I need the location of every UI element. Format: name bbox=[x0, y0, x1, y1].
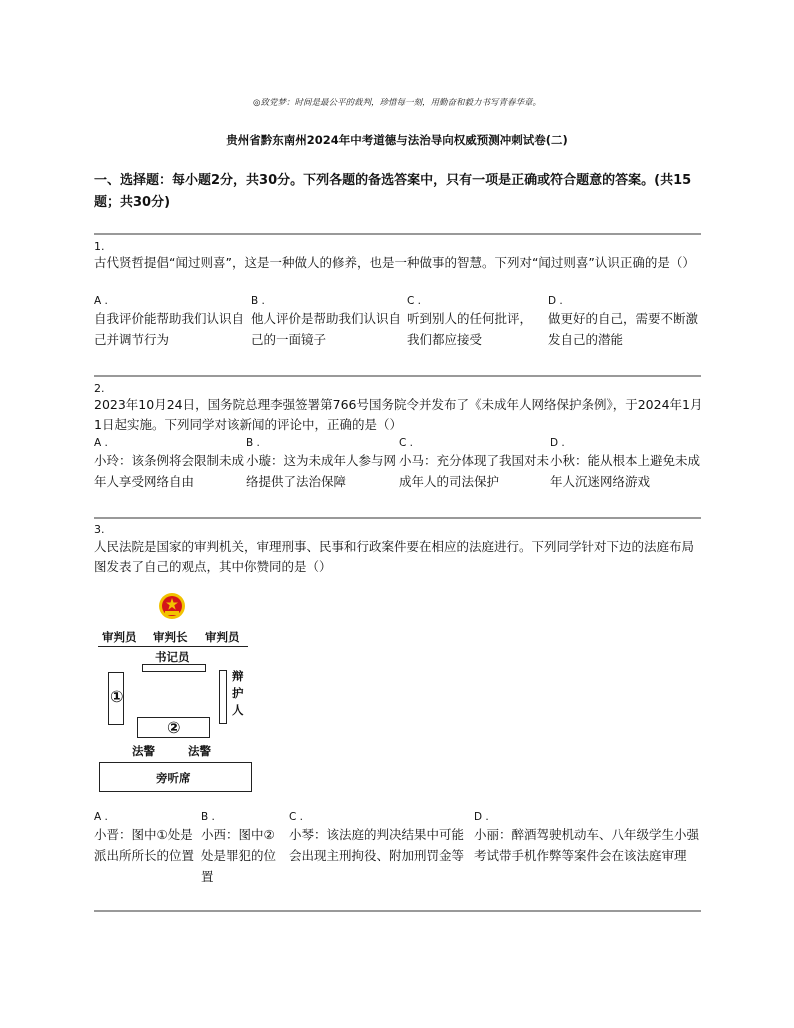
question-number: 3. bbox=[94, 523, 105, 536]
judge-right-label: 审判员 bbox=[205, 630, 240, 644]
option-letter: A . bbox=[94, 811, 108, 823]
divider bbox=[94, 517, 701, 519]
option-letter: A . bbox=[94, 295, 108, 307]
option-text[interactable]: 小丽：醉酒驾驶机动车、八年级学生小强考试带手机作弊等案件会在该法庭审理 bbox=[474, 827, 700, 863]
police-right-label: 法警 bbox=[188, 744, 211, 758]
option-text[interactable]: 小琴：该法庭的判决结果中可能会出现主刑拘役、附加刑罚金等 bbox=[289, 827, 465, 863]
section-heading: 一、选择题：每小题2分，共30分。下列各题的备选答案中，只有一项是正确或符合题意的答案。(共15题；共30分) bbox=[94, 173, 692, 210]
option-letter: B . bbox=[246, 437, 260, 449]
paper-title: 贵州省黔东南州2024年中考道德与法治导向权威预测冲刺试卷(二) bbox=[226, 133, 568, 147]
question-stem: 2023年10月24日，国务院总理李强签署第766号国务院令并发布了《未成年人网络保护条例》，于2024年1月1日起实施。下列同学对该新闻的评论中，正确的是（） bbox=[94, 397, 703, 432]
chief-judge-label: 审判长 bbox=[153, 630, 188, 644]
option-letter: B . bbox=[201, 811, 215, 823]
divider bbox=[94, 233, 701, 235]
clerk-desk bbox=[142, 664, 206, 672]
divider bbox=[94, 375, 701, 377]
option-letter: C . bbox=[399, 437, 414, 449]
question-stem: 人民法院是国家的审判机关，审理刑事、民事和行政案件要在相应的法庭进行。下列同学针对下边的法庭布局图发表了自己的观点，其中你赞同的是（） bbox=[94, 539, 695, 574]
position-2-mark: ② bbox=[167, 718, 181, 737]
option-text[interactable]: 小璇：这为未成年人参与网络提供了法治保障 bbox=[246, 453, 397, 489]
option-text[interactable]: 自我评价能帮助我们认识自己并调节行为 bbox=[94, 311, 245, 347]
option-text[interactable]: 小马：充分体现了我国对未成年人的司法保护 bbox=[399, 453, 549, 489]
gallery-label: 旁听席 bbox=[156, 771, 191, 785]
position-1-mark: ① bbox=[110, 687, 124, 706]
option-letter: D . bbox=[474, 811, 489, 823]
option-text[interactable]: 小秋：能从根本上避免未成年人沉迷网络游戏 bbox=[550, 453, 701, 489]
option-text[interactable]: 小晋：图中①处是派出所所长的位置 bbox=[94, 827, 195, 863]
option-text[interactable]: 他人评价是帮助我们认识自己的一面镜子 bbox=[251, 311, 402, 347]
clerk-label: 书记员 bbox=[155, 650, 190, 664]
option-text[interactable]: 做更好的自己，需要不断激发自己的潜能 bbox=[548, 311, 699, 347]
option-letter: D . bbox=[550, 437, 565, 449]
option-text[interactable]: 听到别人的任何批评，我们都应接受 bbox=[407, 311, 533, 347]
question-stem: 古代贤哲提倡“闻过则喜”，这是一种做人的修养，也是一种做事的智慧。下列对“闻过则喜”认识正确的是（） bbox=[94, 255, 695, 270]
defense-label: 辩护人 bbox=[232, 669, 244, 717]
option-text[interactable]: 小西：图中②处是罪犯的位置 bbox=[201, 827, 277, 884]
divider bbox=[94, 910, 701, 912]
national-emblem-icon bbox=[157, 591, 187, 621]
motto-text: ◎致党梦：时间是最公平的裁判，珍惜每一刻，用勤奋和毅力书写青春华章。 bbox=[253, 98, 541, 108]
question-number: 1. bbox=[94, 240, 105, 253]
option-letter: B . bbox=[251, 295, 265, 307]
option-letter: C . bbox=[407, 295, 422, 307]
option-letter: C . bbox=[289, 811, 304, 823]
police-left-label: 法警 bbox=[132, 744, 155, 758]
question-number: 2. bbox=[94, 382, 105, 395]
option-letter: D . bbox=[548, 295, 563, 307]
defense-desk bbox=[219, 670, 227, 724]
option-letter: A . bbox=[94, 437, 108, 449]
option-text[interactable]: 小玲：该条例将会限制未成年人享受网络自由 bbox=[94, 453, 245, 489]
bench-line bbox=[98, 646, 248, 647]
courtroom-diagram bbox=[94, 590, 264, 795]
judge-left-label: 审判员 bbox=[102, 630, 137, 644]
